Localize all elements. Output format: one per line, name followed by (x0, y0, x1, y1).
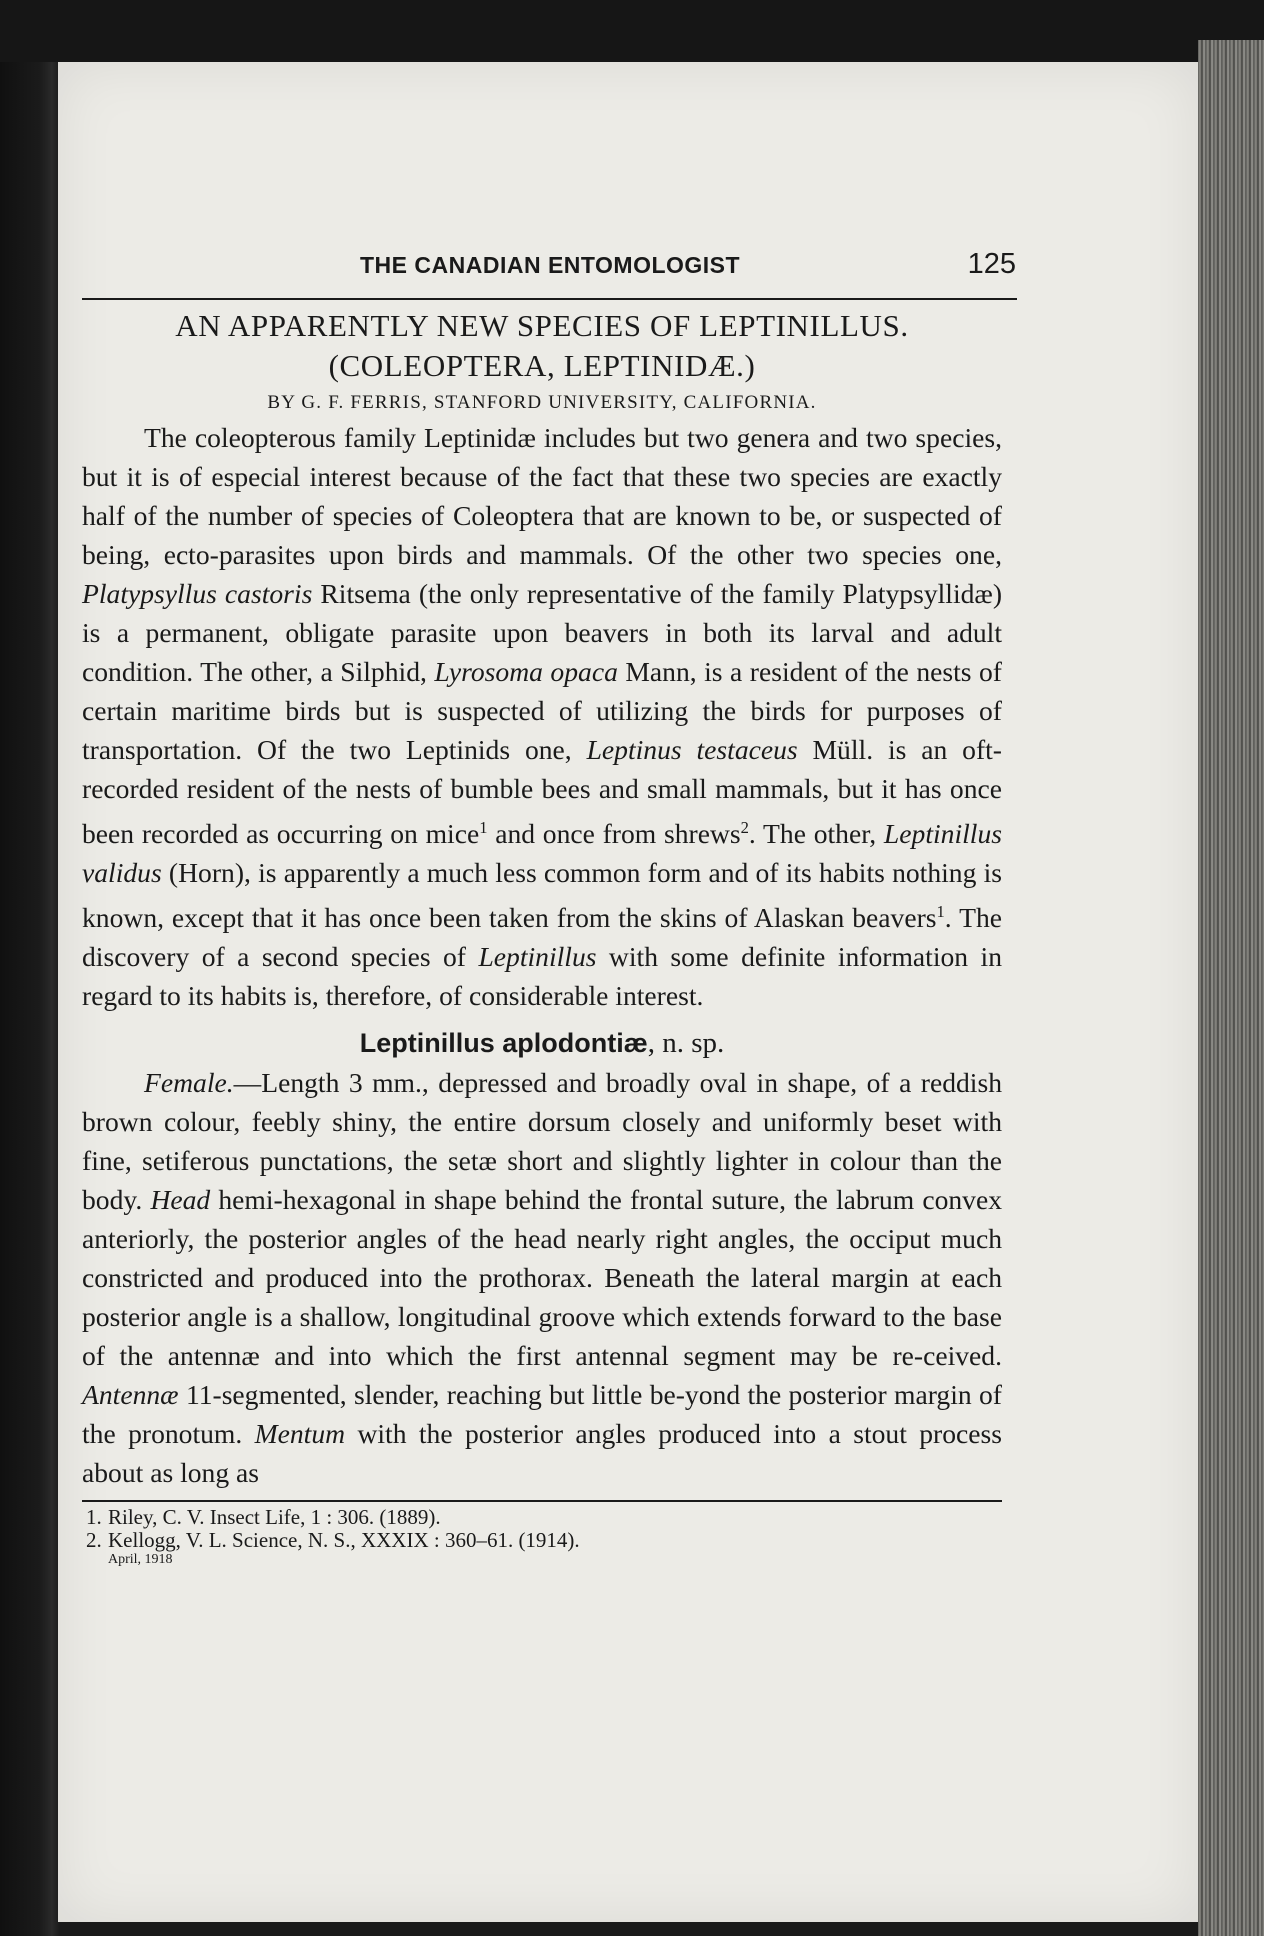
footnote-text: Kellogg, V. L. Science, N. S., XXXIX : 360–61. (1914). (108, 1528, 580, 1553)
text-run: (Horn), is apparently a much less common form and of its habits nothing is known, except that it has once been taken from the skins of Alaskan beavers (82, 857, 1002, 934)
sex-label: Female. (144, 1067, 234, 1099)
book-page-edges (1198, 40, 1264, 1936)
structure-label: Mentum (254, 1418, 346, 1450)
text-run: . The other, (748, 818, 884, 850)
footnotes (82, 1506, 1002, 1571)
genus-name: Leptinillus (478, 941, 597, 973)
text-run: Mann, is a resident of the nests of certain maritime birds but is suspected of utilizing the birds for purposes of transportation. Of the two Leptinids one, (82, 656, 1002, 765)
intro-paragraph (82, 418, 1002, 1015)
text-run: . The discovery of a second species of (82, 902, 1002, 973)
description-paragraph (82, 1063, 1002, 1492)
footnote-number: 1. (86, 1505, 102, 1530)
page-content (82, 248, 1016, 1571)
header-rule (82, 298, 1017, 300)
running-head (82, 248, 1016, 288)
species-name: Platypsyllus castoris (82, 578, 313, 609)
structure-label: Head (150, 1184, 211, 1216)
species-heading (82, 1023, 1002, 1063)
page-number: 125 (967, 248, 1016, 280)
species-name: Lyrosoma opaca (434, 656, 618, 687)
structure-label: Antennæ (82, 1379, 179, 1411)
text-run: The coleopterous family Leptinidæ includes but two genera and two species, but it is of especial interest because of the fact that these two species are exactly half of the number of species of Coleoptera that are known to be, or suspected of being, ecto-parasites upon birds and mammals. Of the other two species one, (82, 422, 1002, 570)
text-run: with the posterior angles produced into a stout process about as long as (82, 1418, 1002, 1489)
text-run: Ritsema (the only representative of the family Platypsyllidæ) is a permanent, obligate parasite upon beavers in both its larval and adult condition. The other, a Silphid, (82, 578, 1003, 687)
text-run: and once from shrews (487, 818, 741, 850)
species-name: Leptinillus validus (82, 818, 1002, 889)
species-name: Leptinus testaceus (586, 734, 798, 765)
text-run: Müll. is an oft-recorded resident of the nests of bumble bees and small mammals, but it has once been recorded as occurring on mice (82, 734, 1002, 850)
article-title-line-2: (COLEOPTERA, LEPTINIDÆ.) (328, 348, 756, 383)
footnote-ref: 1 (936, 902, 945, 922)
scan-border-top (0, 0, 1264, 62)
footnote-rule (82, 1500, 1002, 1502)
footnote-ref: 1 (479, 818, 488, 837)
journal-title: THE CANADIAN ENTOMOLOGIST (360, 252, 741, 278)
article-title (82, 306, 1002, 386)
footnote-ref: 2 (740, 818, 749, 837)
text-run: 11-segmented, slender, reaching but little be-yond the posterior margin of the pronotum. (82, 1379, 1002, 1450)
footnote-text: Riley, C. V. Insect Life, 1 : 306. (1889). (108, 1505, 441, 1530)
text-run: —Length 3 mm., depressed and broadly oval in shape, of a reddish brown colour, feebly shiny, the entire dorsum closely and uniformly beset with fine, setiferous punctations, the setæ short and slightly lighter in colour than the body. (82, 1067, 1002, 1216)
article-title-line-1: AN APPARENTLY NEW SPECIES OF LEPTINILLUS. (175, 308, 909, 343)
species-heading-suffix: , n. sp. (647, 1027, 725, 1060)
byline: BY G. F. FERRIS, STANFORD UNIVERSITY, CALIFORNIA. (267, 392, 817, 413)
footnote (82, 1506, 1002, 1529)
footnote-number: 2. (86, 1528, 102, 1553)
text-run: with some definite information in regard to its habits is, therefore, of considerable interest. (82, 941, 1003, 1012)
issue-date: April, 1918 (108, 1552, 173, 1568)
species-heading-name: Leptinillus aplodontiæ (359, 1028, 648, 1059)
text-run: hemi-hexagonal in shape behind the frontal suture, the labrum convex anteriorly, the posterior angles of the head nearly right angles, the occiput much constricted and produced into the prothorax. Beneath the lateral margin at each posterior angle is a shallow, longitudinal groove which extends forward to the base of the antennæ and into which the first antennal segment may be re-ceived. (82, 1184, 1003, 1372)
